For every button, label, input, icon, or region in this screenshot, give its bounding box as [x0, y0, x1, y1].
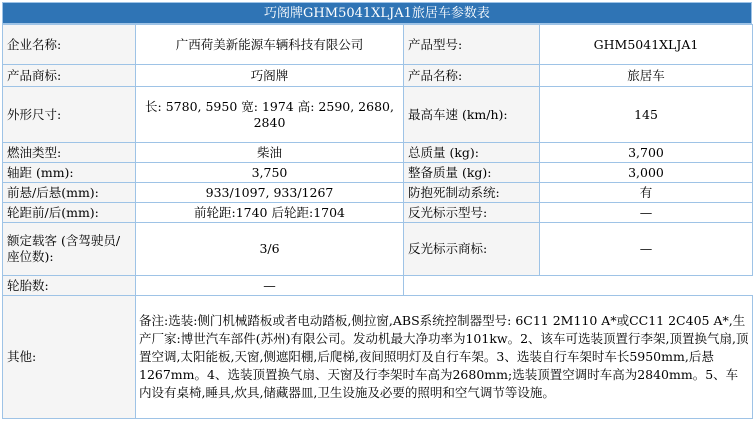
value-tire-count: — [136, 276, 404, 296]
table-row [3, 296, 753, 419]
label-abs: 防抱死制动系统: [404, 183, 540, 203]
table-row [3, 223, 753, 276]
value-abs: 有 [540, 183, 753, 203]
value-reflector-brand: — [540, 223, 753, 276]
value-max-speed: 145 [540, 87, 753, 143]
label-max-speed: 最高车速 (km/h): [404, 87, 540, 143]
table-row [3, 276, 753, 296]
table-row [3, 87, 753, 143]
label-passengers: 额定载客 (含驾驶员/座位数): [3, 223, 136, 276]
value-brand: 巧阁牌 [136, 65, 404, 87]
label-tire-count: 轮胎数: [3, 276, 136, 296]
label-track: 轮距前/后(mm): [3, 203, 136, 223]
label-brand: 产品商标: [3, 65, 136, 87]
value-curb-mass: 3,000 [540, 163, 753, 183]
parameter-table [2, 24, 753, 419]
label-overhang: 前悬/后悬(mm): [3, 183, 136, 203]
label-other: 其他: [3, 296, 136, 419]
label-model: 产品型号: [404, 25, 540, 65]
parameter-sheet [2, 2, 752, 419]
empty-cell [540, 276, 753, 296]
table-row [3, 65, 753, 87]
value-model: GHM5041XLJA1 [540, 25, 753, 65]
value-track: 前轮距:1740 后轮距:1704 [136, 203, 404, 223]
table-row [3, 183, 753, 203]
value-other-notes: 备注:选装:侧门机械踏板或者电动踏板,侧拉窗,ABS系统控制器型号: 6C11 2M110 A*或CC11 2C405 A*,生产厂家:博世汽车部件(苏州)有限公司。发动机最大净功率为101kw。2、该车可选装顶置行李架,顶置换气扇,顶置空调,太阳能板,天窗,侧遮阳棚,后爬梯,夜间照明灯及自行车架。3、选装自行车架时车长5950mm,后悬1267mm。4、选装顶置换气扇、天窗及行李架时车高为2680mm;选装顶置空调时车高为2840mm。5、车内设有桌椅,睡具,炊具,储藏器皿,卫生设施及必要的照明和空气调节等设施。 [136, 296, 753, 419]
value-company: 广西荷美新能源车辆科技有限公司 [136, 25, 404, 65]
value-gross-mass: 3,700 [540, 143, 753, 163]
label-company: 企业名称: [3, 25, 136, 65]
value-fuel-type: 柴油 [136, 143, 404, 163]
label-wheelbase: 轴距 (mm): [3, 163, 136, 183]
label-reflector-model: 反光标示型号: [404, 203, 540, 223]
empty-cell [404, 276, 540, 296]
value-overhang: 933/1097, 933/1267 [136, 183, 404, 203]
label-fuel-type: 燃油类型: [3, 143, 136, 163]
value-product-name: 旅居车 [540, 65, 753, 87]
label-curb-mass: 整备质量 (kg): [404, 163, 540, 183]
value-reflector-model: — [540, 203, 753, 223]
sheet-title: 巧阁牌GHM5041XLJA1旅居车参数表 [2, 2, 752, 24]
value-dimensions: 长: 5780, 5950 宽: 1974 高: 2590, 2680, 2840 [136, 87, 404, 143]
table-row [3, 163, 753, 183]
table-row [3, 143, 753, 163]
label-product-name: 产品名称: [404, 65, 540, 87]
table-row [3, 203, 753, 223]
value-wheelbase: 3,750 [136, 163, 404, 183]
label-reflector-brand: 反光标示商标: [404, 223, 540, 276]
label-dimensions: 外形尺寸: [3, 87, 136, 143]
label-gross-mass: 总质量 (kg): [404, 143, 540, 163]
table-row [3, 25, 753, 65]
value-passengers: 3/6 [136, 223, 404, 276]
